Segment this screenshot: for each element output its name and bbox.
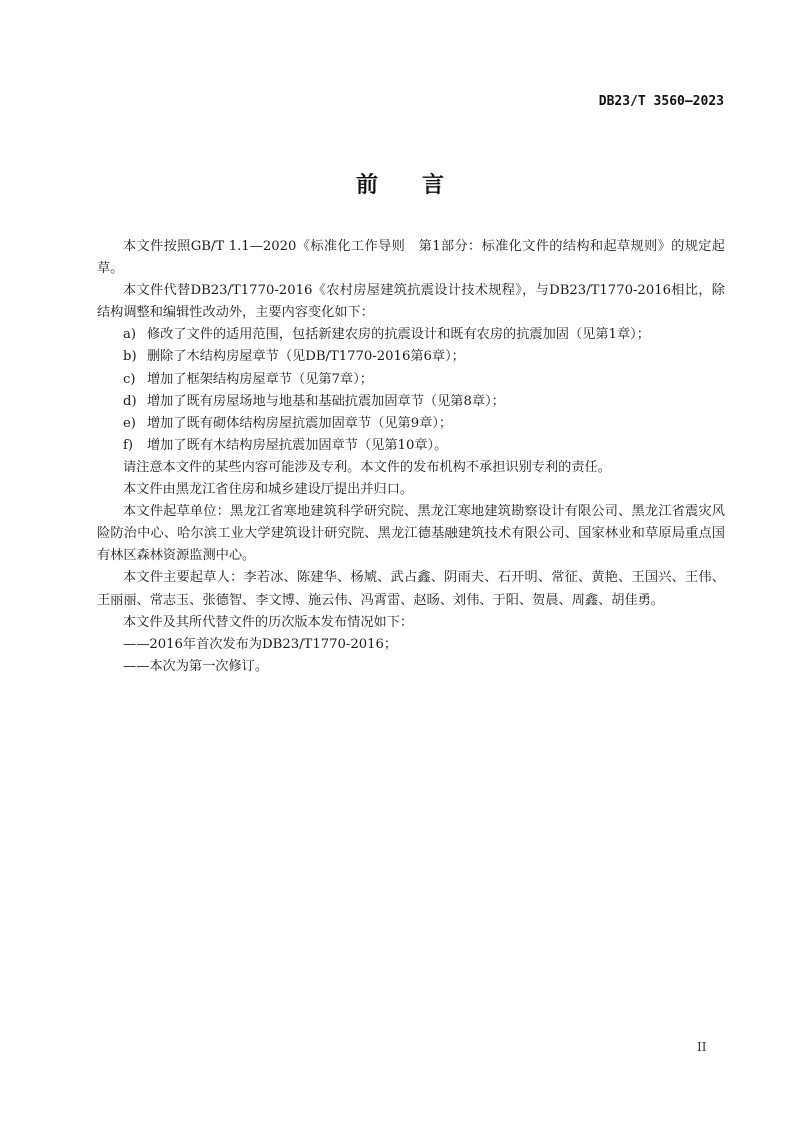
history-item: ——2016年首次发布为DB23/T1770-2016； — [123, 636, 398, 652]
list-item-label: f) — [123, 437, 134, 453]
title-char-2: 言 — [422, 173, 445, 198]
list-item-label: a) — [123, 327, 137, 343]
list-item-text: 增加了框架结构房屋章节（见第7章）； — [147, 371, 373, 387]
paragraph-drafters: 本文件主要起草人：李若冰、陈建华、杨虓、武占鑫、阴雨夫、石开明、常征、黄艳、王国兴、王伟、王丽丽、常志玉、张德智、李文博、施云伟、冯霄雷、赵旸、刘伟、于阳、贺晨、周鑫、胡佳勇。 — [97, 570, 725, 608]
paragraph-proposer: 本文件由黑龙江省住房和城乡建设厅提出并归口。 — [123, 482, 414, 498]
list-item — [97, 346, 725, 368]
list-item-label: d) — [123, 393, 137, 409]
history-list — [97, 634, 725, 678]
paragraph-drafting-units: 本文件起草单位：黑龙江省寒地建筑科学研究院、黑龙江寒地建筑勘察设计有限公司、黑龙江省震灾风险防治中心、哈尔滨工业大学建筑设计研究院、黑龙江德基融建筑技术有限公司、国家林业和草原局重点国有林区森林资源监测中心。 — [97, 504, 725, 564]
list-item-text: 修改了文件的适用范围，包括新建农房的抗震设计和既有农房的抗震加固（见第1章）； — [147, 327, 650, 343]
list-item-text: 增加了既有房屋场地与地基和基础抗震加固章节（见第8章）； — [147, 393, 505, 409]
list-item-text: 增加了既有砌体结构房屋抗震加固章节（见第9章）； — [147, 415, 453, 431]
paragraph-patent-notice: 请注意本文件的某些内容可能涉及专利。本文件的发布机构不承担识别专利的责任。 — [123, 459, 611, 475]
page-title — [0, 168, 800, 199]
paragraph-drafting-rules: 本文件按照GB/T 1.1—2020《标准化工作导则 第1部分：标准化文件的结构和起草规则》的规定起草。 — [97, 239, 725, 277]
standard-code: DB23/T 3560—2023 — [598, 94, 724, 109]
paragraph-replacement: 本文件代替DB23/T1770-2016《农村房屋建筑抗震设计技术规程》，与DB23/T1770-2016相比，除结构调整和编辑性改动外，主要内容变化如下： — [97, 283, 725, 321]
list-item — [97, 324, 725, 346]
page-number: II — [697, 1040, 707, 1054]
list-item-text: 删除了木结构房屋章节（见DB/T1770-2016第6章）； — [147, 349, 465, 365]
paragraph-history-intro: 本文件及其所代替文件的历次版本发布情况如下： — [123, 614, 414, 630]
list-item-text: 增加了既有木结构房屋抗震加固章节（见第10章）。 — [147, 437, 448, 453]
history-item: ——本次为第一次修订。 — [123, 658, 269, 674]
list-item — [97, 369, 725, 391]
list-item — [97, 435, 725, 457]
list-item — [97, 391, 725, 413]
list-item-label: e) — [123, 415, 136, 431]
list-item — [97, 413, 725, 435]
list-item-label: b) — [123, 349, 137, 365]
foreword-body — [97, 236, 725, 678]
list-item-label: c) — [123, 371, 136, 387]
title-char-1: 前 — [355, 173, 378, 198]
changes-list — [97, 324, 725, 457]
